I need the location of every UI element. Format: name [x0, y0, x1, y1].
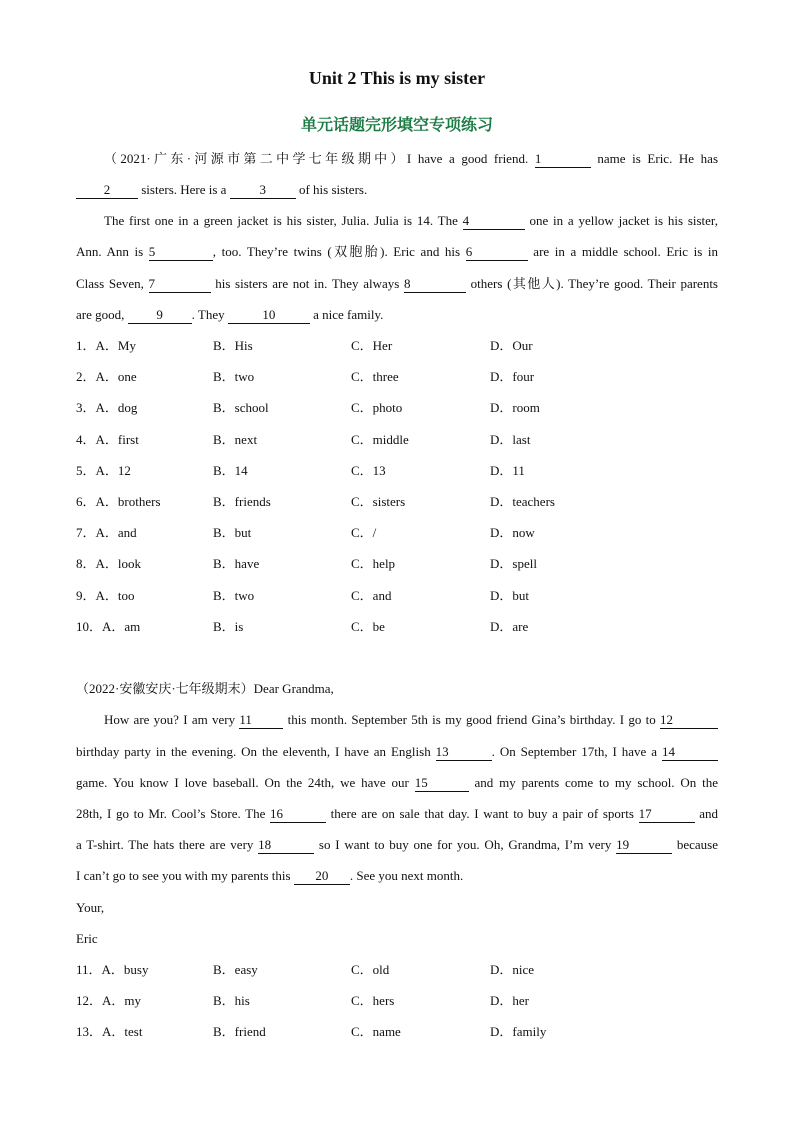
blank-18: 18: [258, 837, 314, 854]
option-d: D．Our: [490, 338, 533, 353]
option-a: A．brothers: [95, 494, 161, 509]
letter-signature: Eric: [76, 931, 98, 946]
option-b: B．next: [213, 432, 258, 447]
option-d: D．room: [490, 400, 540, 415]
question-2: 2．A．one: [76, 369, 137, 384]
option-c: C．Her: [351, 338, 393, 353]
blank-3: 3: [230, 182, 296, 199]
blank-9: 9: [128, 307, 192, 324]
option-c: C．hers: [351, 993, 395, 1008]
option-b: B．his: [213, 993, 250, 1008]
page-title: Unit 2 This is my sister: [308, 68, 486, 88]
option-c: C．13: [351, 463, 386, 478]
passage2-source: （2022·安徽安庆·七年级期末）: [76, 681, 254, 696]
option-a: A．dog: [95, 400, 138, 415]
question-6: 6．A．brothers: [76, 494, 161, 509]
passage1-source: （2021·广东·河源市第二中学七年级期中）: [104, 151, 407, 166]
option-b: B．friend: [213, 1024, 266, 1039]
question-3: 3．A．dog: [76, 400, 138, 415]
passage2-line-2: birthday party in the evening. On the eleventh, I have an English 13 . On September 17th, I have a 14: [76, 742, 718, 762]
letter-closing: Your,: [76, 900, 105, 915]
option-a: A．first: [95, 432, 139, 447]
option-a: A．test: [102, 1024, 143, 1039]
letter-greeting: Dear Grandma,: [253, 681, 334, 696]
option-b: B．school: [213, 400, 269, 415]
passage1-line-4: Ann. Ann is 5 , too. They’re twins (双胞胎). Eric and his 6 are in a middle school. Eric is in: [76, 244, 718, 259]
page-subtitle: 单元话题完形填空专项练习: [300, 115, 493, 134]
option-d: D．family: [490, 1024, 547, 1039]
option-a: A．12: [95, 463, 131, 478]
blank-12: 12: [660, 712, 718, 729]
option-c: C．/: [351, 525, 377, 540]
question-10: 10．A．am: [76, 619, 141, 634]
option-c: C．name: [351, 1024, 401, 1039]
option-d: D．spell: [490, 556, 537, 571]
option-d: D．but: [490, 588, 530, 603]
blank-15: 15: [415, 775, 469, 792]
option-b: B．have: [213, 556, 260, 571]
option-a: A．look: [95, 556, 142, 571]
option-b: B．friends: [213, 494, 271, 509]
passage1-line-1: （2021·广东·河源市第二中学七年级期中）I have a good friend. 1 name is Eric. He has: [104, 151, 719, 166]
option-d: D．teachers: [490, 494, 555, 509]
option-c: C．help: [351, 556, 396, 571]
option-a: A．am: [102, 619, 141, 634]
blank-20: 20: [294, 868, 350, 885]
question-11: 11．A．busy: [76, 962, 149, 977]
question-4: 4．A．first: [76, 432, 139, 447]
question-9: 9．A．too: [76, 588, 135, 603]
option-d: D．now: [490, 525, 535, 540]
option-b: B．is: [213, 619, 244, 634]
passage2-line-3: game. You know I love baseball. On the 24th, we have our 15 and my parents come to my school. On the: [76, 775, 718, 790]
option-c: C．sisters: [351, 494, 406, 509]
question-8: 8．A．look: [76, 556, 142, 571]
option-a: A．My: [95, 338, 136, 353]
blank-17: 17: [639, 806, 695, 823]
option-b: B．two: [213, 588, 255, 603]
question-5: 5．A．12: [76, 463, 131, 478]
option-d: D．her: [490, 993, 529, 1008]
blank-10: 10: [228, 307, 310, 324]
option-a: A．too: [95, 588, 135, 603]
option-b: B．but: [213, 525, 252, 540]
blank-19: 19: [616, 837, 672, 854]
option-d: D．four: [490, 369, 535, 384]
option-c: C．be: [351, 619, 385, 634]
option-b: B．two: [213, 369, 255, 384]
question-7: 7．A．and: [76, 525, 137, 540]
option-b: B．14: [213, 463, 248, 478]
passage2-header: [76, 679, 718, 699]
question-12: 12．A．my: [76, 993, 142, 1008]
option-c: C．and: [351, 588, 392, 603]
question-1: 1．A．My: [76, 338, 136, 353]
option-d: D．nice: [490, 962, 535, 977]
blank-6: 6: [466, 244, 528, 261]
passage2-line-4: 28th, I go to Mr. Cool’s Store. The 16 there are on sale that day. I want to buy a pair of sports 17 and: [76, 806, 718, 821]
question-13: 13．A．test: [76, 1024, 143, 1039]
passage2-line-5: a T-shirt. The hats there are very 18 so I want to buy one for you. Oh, Grandma, I’m very 19 because: [76, 837, 719, 852]
blank-1: 1: [535, 151, 591, 168]
option-c: C．photo: [351, 400, 403, 415]
passage1-line-3: The first one in a green jacket is his sister, Julia. Julia is 14. The 4 one in a yellow jacket is his sister,: [104, 213, 718, 228]
option-a: A．busy: [101, 962, 149, 977]
blank-11: 11: [239, 712, 283, 729]
blank-4: 4: [463, 213, 525, 230]
option-a: A．my: [102, 993, 142, 1008]
option-a: A．and: [95, 525, 137, 540]
passage2-line-6: I can’t go to see you with my parents this 20 . See you next month.: [76, 868, 464, 883]
blank-8: 8: [404, 276, 466, 293]
blank-7: 7: [149, 276, 211, 293]
passage2-line-1: How are you? I am very 11 this month. September 5th is my good friend Gina’s birthday. I go to 12: [104, 710, 718, 730]
option-d: D．last: [490, 432, 531, 447]
blank-13: 13: [436, 744, 492, 761]
option-a: A．one: [95, 369, 137, 384]
blank-16: 16: [270, 806, 326, 823]
option-c: C．three: [351, 369, 399, 384]
option-d: D．11: [490, 463, 525, 478]
blank-14: 14: [662, 744, 718, 761]
option-b: B．His: [213, 338, 253, 353]
option-d: D．are: [490, 619, 529, 634]
option-b: B．easy: [213, 962, 258, 977]
option-c: C．old: [351, 962, 390, 977]
passage1-line-6: are good, 9 . They 10 a nice family.: [76, 307, 384, 322]
blank-5: 5: [149, 244, 213, 261]
passage1-line-5: Class Seven, 7 his sisters are not in. They always 8 others (其他人). They’re good. Their parents: [76, 276, 718, 291]
blank-2: 2: [76, 182, 138, 199]
passage1-line-2: 2 sisters. Here is a 3 of his sisters.: [76, 180, 718, 200]
option-c: C．middle: [351, 432, 409, 447]
